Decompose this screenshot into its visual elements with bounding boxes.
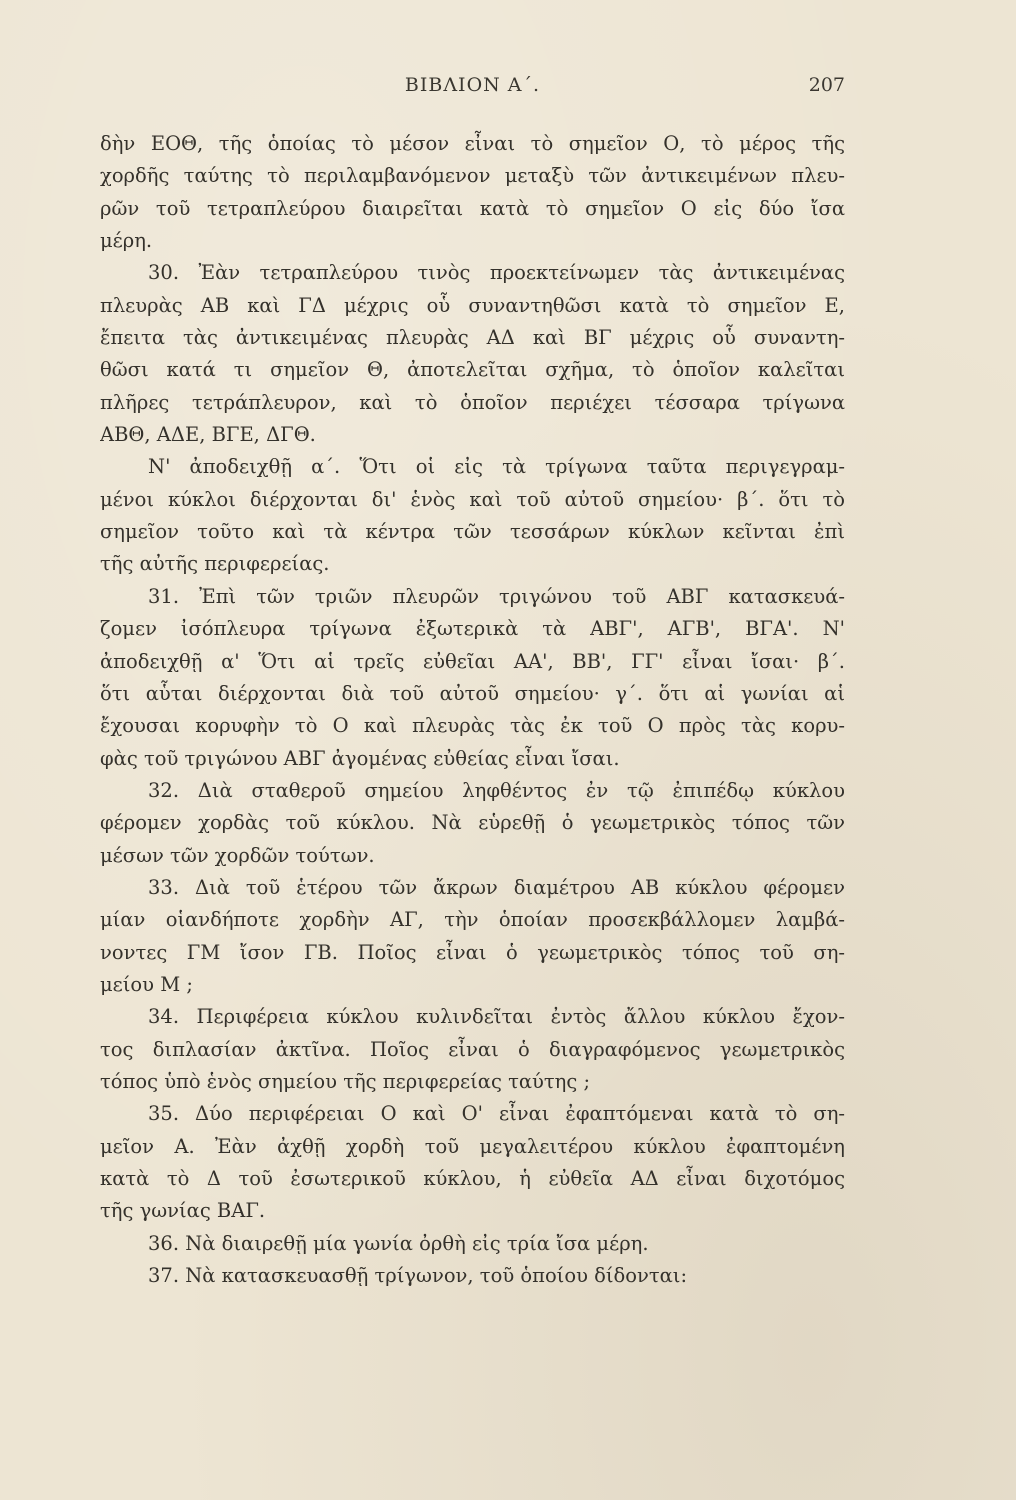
text-line: δὴν ΕΟΘ, τῆς ὁποίας τὸ μέσον εἶναι τὸ σημεῖον Ο, τὸ μέρος τῆς xyxy=(100,132,845,155)
exercise-35-line: 35. Δύο περιφέρειαι Ο καὶ Ο' εἶναι ἐφαπτόμεναι κατὰ τὸ ση- xyxy=(148,1102,845,1126)
exercise-33-line: 33. Διὰ τοῦ ἑτέρου τῶν ἄκρων διαμέτρου ΑΒ κύκλου φέρομεν xyxy=(148,875,845,899)
text-line: μέσων τῶν χορδῶν τούτων. xyxy=(100,843,375,867)
exercise-31-line: 31. Ἐπὶ τῶν τριῶν πλευρῶν τριγώνου τοῦ ΑΒΓ κατασκευά- xyxy=(148,584,845,608)
running-header xyxy=(100,72,845,102)
text-line: τόπος ὑπὸ ἑνὸς σημείου τῆς περιφερείας ταύτης ; xyxy=(100,1069,591,1093)
text-line: κατὰ τὸ Δ τοῦ ἐσωτερικοῦ κύκλου, ἡ εὐθεῖα ΑΔ εἶναι διχοτόμος xyxy=(100,1167,845,1190)
text-line: μένοι κύκλοι διέρχονται δι' ἑνὸς καὶ τοῦ αὐτοῦ σημείου· β΄. ὅτι τὸ xyxy=(100,487,845,511)
text-line: χορδῆς ταύτης τὸ περιλαμβανόμενον μεταξὺ τῶν ἀντικειμένων πλευ- xyxy=(100,164,845,188)
exercise-32-line: 32. Διὰ σταθεροῦ σημείου ληφθέντος ἐν τῷ ἐπιπέδῳ κύκλου xyxy=(148,778,845,802)
text-line: ζομεν ἰσόπλευρα τρίγωνα ἐξωτερικὰ τὰ ΑΒΓ', ΑΓΒ', ΒΓΑ'. Ν' xyxy=(100,617,845,641)
text-line: φέρομεν χορδὰς τοῦ κύκλου. Νὰ εὑρεθῇ ὁ γεωμετρικὸς τόπος τῶν xyxy=(100,811,845,835)
text-line: πλῆρες τετράπλευρον, καὶ τὸ ὁποῖον περιέχει τέσσαρα τρίγωνα xyxy=(100,390,845,414)
text-line: μέρη. xyxy=(100,229,153,253)
text-line: τῆς γωνίας ΒΑΓ. xyxy=(100,1199,266,1223)
text-line: ρῶν τοῦ τετραπλεύρου διαιρεῖται κατὰ τὸ σημεῖον Ο εἰς δύο ἴσα xyxy=(100,196,845,220)
text-line: ἔπειτα τὰς ἀντικειμένας πλευρὰς ΑΔ καὶ ΒΓ μέχρις οὗ συναντη- xyxy=(100,326,845,350)
text-line: νοντες ΓΜ ἴσον ΓΒ. Ποῖος εἶναι ὁ γεωμετρικὸς τόπος τοῦ ση- xyxy=(100,940,845,964)
exercise-30-line: 30. Ἐὰν τετραπλεύρου τινὸς προεκτείνωμεν τὰς ἀντικειμένας xyxy=(148,261,845,285)
text-line: ἀποδειχθῇ α' Ὅτι αἱ τρεῖς εὐθεῖαι ΑΑ', ΒΒ', ΓΓ' εἶναι ἴσαι· β΄. xyxy=(100,649,845,673)
text-line: Ν' ἀποδειχθῇ α΄. Ὅτι οἱ εἰς τὰ τρίγωνα ταῦτα περιγεγραμ- xyxy=(148,455,845,479)
text-line: ΑΒΘ, ΑΔΕ, ΒΓΕ, ΔΓΘ. xyxy=(100,423,316,447)
text-line: τος διπλασίαν ἀκτῖνα. Ποῖος εἶναι ὁ διαγραφόμενος γεωμετρικὸς xyxy=(100,1037,845,1061)
text-line: μείου Μ ; xyxy=(100,972,193,996)
exercise-36-line: 36. Νὰ διαιρεθῇ μία γωνία ὀρθὴ εἰς τρία ἴσα μέρη. xyxy=(148,1231,649,1255)
text-line: φὰς τοῦ τριγώνου ΑΒΓ ἀγομένας εὐθείας εἶναι ἴσαι. xyxy=(100,746,620,770)
page-number: 207 xyxy=(808,74,845,96)
text-line: τῆς αὐτῆς περιφερείας. xyxy=(100,552,330,576)
text-line: ἔχουσαι κορυφὴν τὸ Ο καὶ πλευρὰς τὰς ἐκ τοῦ Ο πρὸς τὰς κορυ- xyxy=(100,714,845,738)
text-line: θῶσι κατά τι σημεῖον Θ, ἀποτελεῖται σχῆμα, τὸ ὁποῖον καλεῖται xyxy=(100,358,845,382)
text-line: μίαν οἱανδήποτε χορδὴν ΑΓ, τὴν ὁποίαν προσεκβάλλομεν λαμβά- xyxy=(100,908,845,932)
exercise-34-line: 34. Περιφέρεια κύκλου κυλινδεῖται ἐντὸς ἄλλου κύκλου ἔχον- xyxy=(148,1005,845,1029)
exercise-37-line: 37. Νὰ κατασκευασθῇ τρίγωνον, τοῦ ὁποίου δίδονται: xyxy=(148,1264,688,1288)
text-line: σημεῖον τοῦτο καὶ τὰ κέντρα τῶν τεσσάρων κύκλων κεῖνται ἐπὶ xyxy=(100,520,845,544)
text-line: πλευρὰς ΑΒ καὶ ΓΔ μέχρις οὗ συναντηθῶσι κατὰ τὸ σημεῖον Ε, xyxy=(100,293,845,317)
text-line: μεῖον Α. Ἐὰν ἀχθῇ χορδὴ τοῦ μεγαλειτέρου κύκλου ἐφαπτομένη xyxy=(100,1134,845,1158)
text-line: ὅτι αὗται διέρχονται διὰ τοῦ αὐτοῦ σημείου· γ΄. ὅτι αἱ γωνίαι αἱ xyxy=(100,681,845,705)
running-title: ΒΙΒΛΙΟΝ Α΄. xyxy=(404,74,541,96)
body-text xyxy=(100,128,845,1292)
